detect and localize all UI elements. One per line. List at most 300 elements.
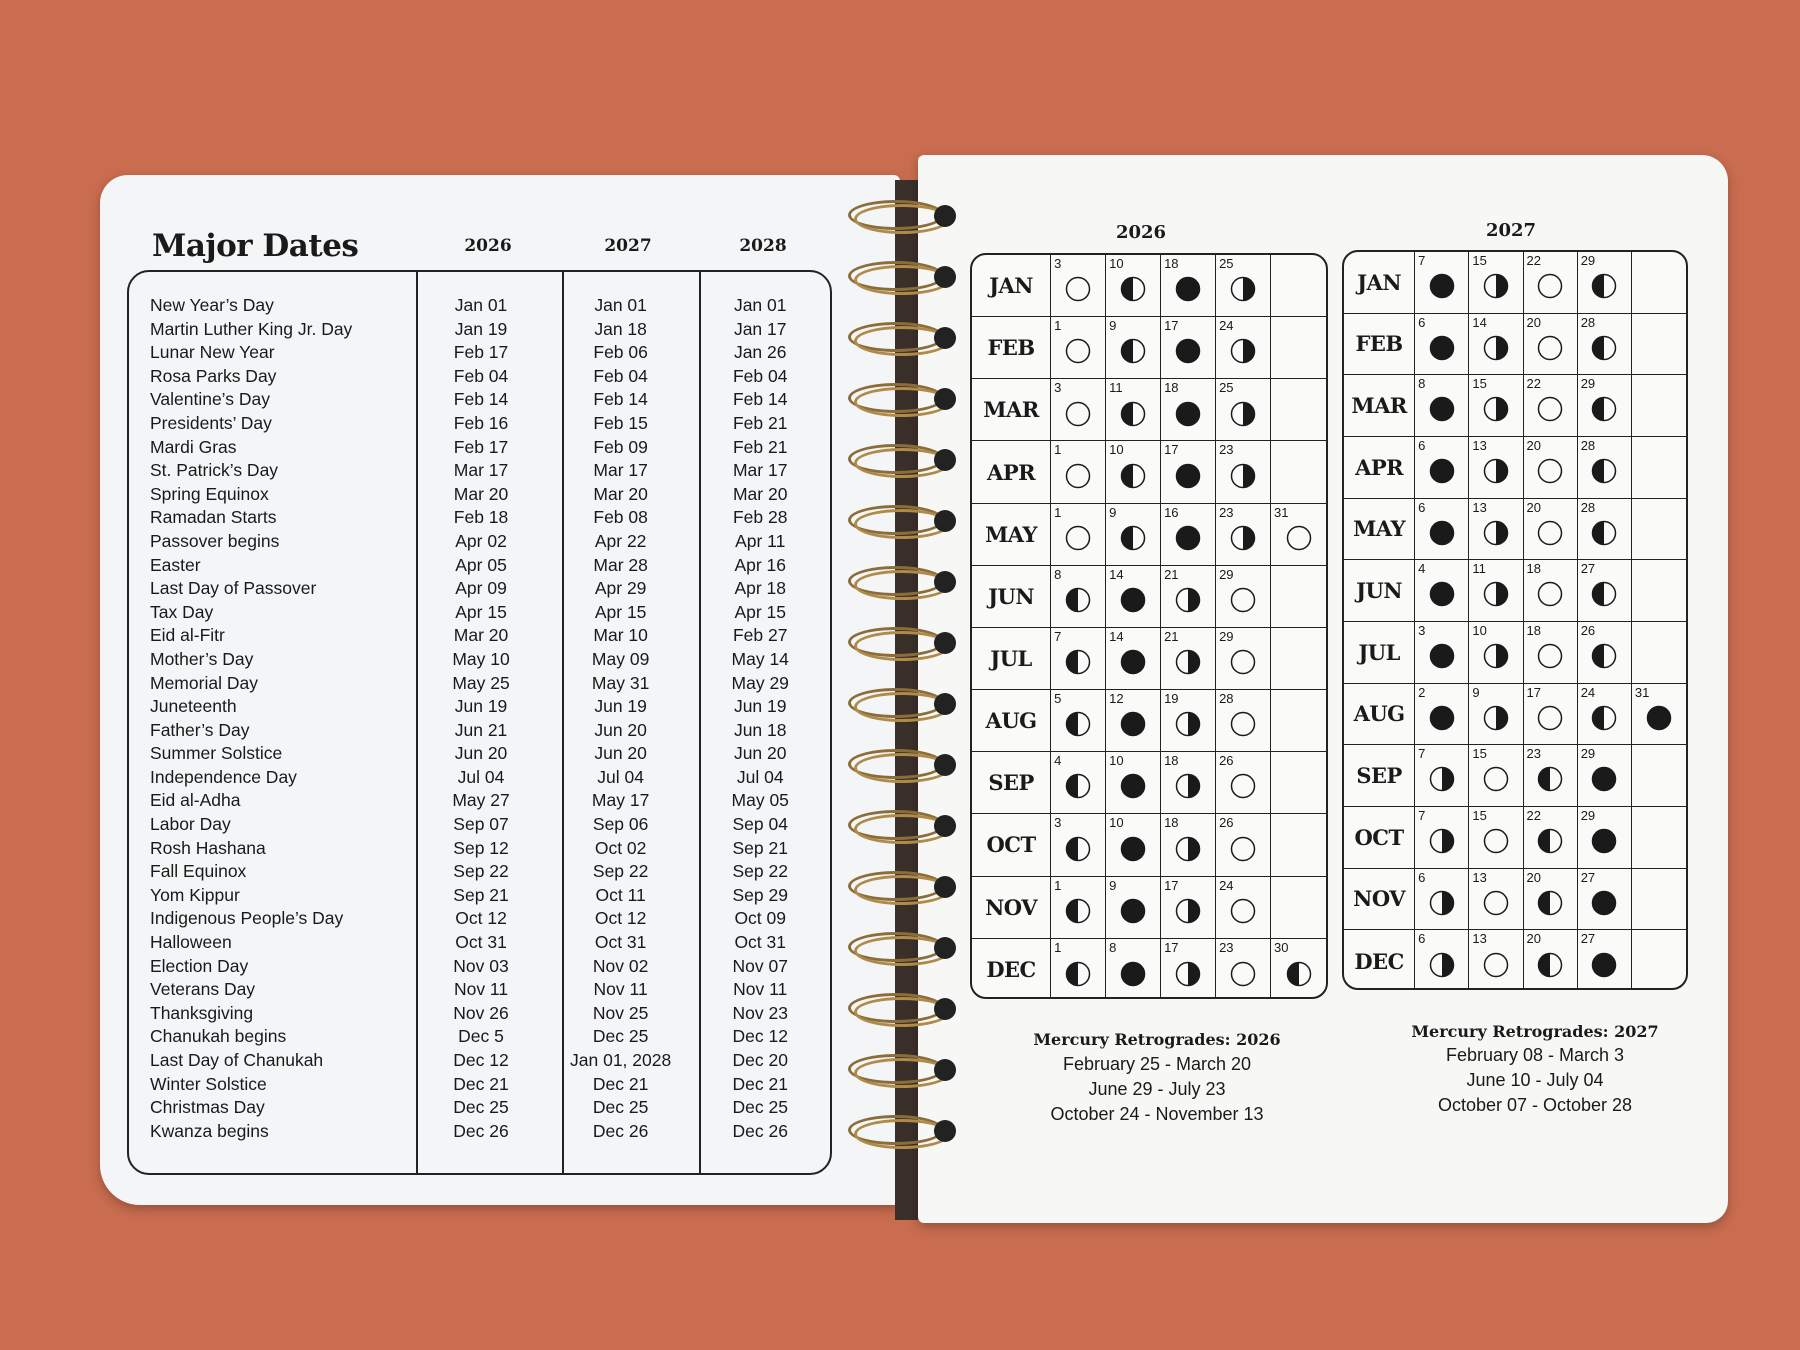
holiday-date-2026: Sep 12: [453, 837, 509, 858]
last-quarter-moon-icon: [1286, 961, 1312, 987]
last-quarter-moon-icon: [1120, 276, 1146, 302]
date-row: [140, 412, 830, 436]
moon-phase-cell: [1469, 622, 1523, 683]
moon-phase-cell: [1524, 869, 1578, 930]
spiral-coil: [848, 993, 960, 1023]
moon-phase-day: 6: [1418, 314, 1426, 330]
moon-month-row: [1344, 560, 1686, 622]
moon-phase-day: 18: [1526, 622, 1541, 638]
moon-month-row: [972, 939, 1326, 999]
holiday-date-2026: Jan 01: [454, 295, 508, 315]
moon-phase-cell: [1632, 807, 1686, 868]
holiday-date-2028: Feb 27: [732, 625, 788, 646]
moon-phase-day: 29: [1580, 746, 1596, 762]
holiday-name: Thanksgiving: [150, 1002, 254, 1023]
moon-phase-cell: [1106, 628, 1161, 689]
moon-phase-day: 7: [1418, 807, 1426, 823]
moon-phase-grid-2026: [970, 253, 1328, 999]
punch-hole: [934, 449, 956, 471]
holiday-name: Memorial Day: [150, 672, 258, 693]
moon-phase-cell: [1161, 628, 1216, 689]
moon-phase-day: 31: [1274, 504, 1289, 520]
full-moon-icon: [1230, 773, 1256, 799]
moon-month-row: [1344, 745, 1686, 807]
spiral-coil: [848, 444, 960, 474]
punch-hole: [934, 327, 956, 349]
last-quarter-moon-icon: [1120, 525, 1146, 551]
holiday-name: Presidents’ Day: [150, 412, 272, 433]
moon-phase-day: 29: [1580, 807, 1596, 823]
holiday-date-2026: Feb 04: [453, 365, 509, 386]
last-quarter-moon-icon: [1065, 587, 1091, 613]
moon-phase-day: 13: [1472, 437, 1487, 453]
moon-month-row: [972, 504, 1326, 566]
moon-phase-cell: [1271, 441, 1326, 502]
moon-phase-cell: [1524, 437, 1578, 498]
month-label: FEB: [1344, 314, 1415, 375]
moon-phase-day: 3: [1054, 815, 1062, 831]
new-moon-icon: [1429, 705, 1455, 731]
moon-phase-day: 24: [1580, 684, 1596, 700]
holiday-date-2027: Oct 11: [595, 884, 646, 905]
spiral-coil: [848, 261, 960, 291]
moon-phase-day: 17: [1164, 939, 1179, 955]
moon-phase-cell: [1469, 437, 1523, 498]
holiday-date-2026: Nov 03: [453, 955, 509, 976]
last-quarter-moon-icon: [1537, 828, 1563, 854]
punch-hole: [934, 571, 956, 593]
moon-phase-day: 20: [1526, 314, 1541, 330]
date-row: [140, 1002, 830, 1026]
moon-phase-day: 7: [1418, 746, 1426, 762]
holiday-date-2026: Feb 17: [453, 436, 509, 457]
full-moon-icon: [1230, 961, 1256, 987]
first-quarter-moon-icon: [1429, 890, 1455, 916]
holiday-date-2026: May 10: [452, 648, 510, 669]
month-label: MAR: [972, 379, 1051, 440]
date-row: [140, 789, 830, 813]
full-moon-icon: [1230, 836, 1256, 862]
holiday-date-2028: Jan 01: [733, 295, 787, 315]
moon-phase-day: 28: [1219, 691, 1234, 707]
full-moon-icon: [1230, 587, 1256, 613]
moon-phase-day: 1: [1054, 318, 1062, 334]
new-moon-icon: [1175, 463, 1201, 489]
holiday-date-2028: Feb 21: [732, 436, 788, 457]
last-quarter-moon-icon: [1065, 773, 1091, 799]
first-quarter-moon-icon: [1230, 276, 1256, 302]
full-moon-icon: [1230, 649, 1256, 675]
holiday-date-2028: May 29: [731, 672, 789, 693]
spiral-coil: [848, 383, 960, 413]
holiday-date-2026: Apr 02: [455, 530, 507, 551]
moon-phase-cell: [1161, 504, 1216, 565]
moon-phase-cell: [1161, 690, 1216, 751]
first-quarter-moon-icon: [1483, 643, 1509, 669]
moon-phase-cell: [1216, 752, 1271, 813]
holiday-date-2027: Apr 29: [594, 578, 647, 599]
month-label: DEC: [1344, 930, 1415, 990]
new-moon-icon: [1429, 643, 1455, 669]
month-label: JUL: [1344, 622, 1415, 683]
spiral-coil: [848, 627, 960, 657]
holiday-date-2026: Dec 21: [453, 1073, 509, 1094]
moon-phase-cell: [1524, 807, 1578, 868]
holiday-name: Rosa Parks Day: [150, 365, 277, 386]
moon-phase-cell: [1106, 504, 1161, 565]
moon-phase-day: 11: [1109, 380, 1123, 396]
moon-phase-day: 24: [1219, 877, 1234, 893]
moon-phase-cell: [1469, 314, 1523, 375]
holiday-date-2026: Sep 22: [453, 861, 509, 882]
holiday-name: Tax Day: [150, 601, 214, 622]
moon-phase-cell: [1632, 869, 1686, 930]
holiday-name: Summer Solstice: [150, 743, 283, 764]
moon-month-row: [972, 628, 1326, 690]
moon-phase-cell: [1578, 930, 1632, 990]
full-moon-icon: [1537, 273, 1563, 299]
moon-phase-cell: [1051, 752, 1106, 813]
full-moon-icon: [1065, 338, 1091, 364]
first-quarter-moon-icon: [1175, 836, 1201, 862]
holiday-name: Independence Day: [150, 766, 297, 787]
date-row: [140, 648, 830, 672]
moon-phase-cell: [1161, 441, 1216, 502]
new-moon-icon: [1591, 890, 1617, 916]
last-quarter-moon-icon: [1591, 520, 1617, 546]
moon-phase-cell: [1216, 441, 1271, 502]
new-moon-icon: [1120, 898, 1146, 924]
full-moon-icon: [1230, 898, 1256, 924]
moon-phase-cell: [1632, 375, 1686, 436]
month-label: SEP: [1344, 745, 1415, 806]
moon-phase-day: 16: [1164, 504, 1179, 520]
moon-phase-cell: [1271, 504, 1326, 565]
last-quarter-moon-icon: [1591, 581, 1617, 607]
holiday-date-2026: Nov 11: [453, 979, 509, 1000]
moon-phase-day: 3: [1418, 622, 1426, 638]
moon-phase-cell: [1106, 255, 1161, 316]
moon-phase-cell: [1051, 441, 1106, 502]
moon-phase-cell: [1524, 252, 1578, 313]
moon-phase-day: 10: [1109, 753, 1124, 769]
last-quarter-moon-icon: [1537, 890, 1563, 916]
punch-hole: [934, 998, 956, 1020]
moon-phase-day: 14: [1472, 314, 1487, 330]
holiday-date-2027: Nov 11: [593, 979, 648, 1000]
holiday-date-2026: Jun 19: [454, 696, 508, 717]
moon-phase-day: 12: [1109, 691, 1124, 707]
holiday-date-2027: Feb 14: [593, 389, 648, 410]
date-row: [140, 318, 830, 342]
moon-phase-day: 6: [1418, 869, 1426, 885]
holiday-date-2027: Jul 04: [597, 766, 644, 787]
full-moon-icon: [1065, 525, 1091, 551]
spiral-binding: [848, 200, 968, 1180]
holiday-name: Spring Equinox: [150, 483, 269, 504]
moon-phase-cell: [1106, 877, 1161, 938]
moon-phase-cell: [1051, 255, 1106, 316]
moon-phase-cell: [1578, 252, 1632, 313]
holiday-name: Labor Day: [150, 814, 231, 835]
moon-phase-cell: [1524, 622, 1578, 683]
holiday-date-2028: Apr 18: [734, 578, 786, 599]
moon-phase-day: 13: [1472, 499, 1487, 515]
date-row: [140, 601, 830, 625]
spiral-coil: [848, 322, 960, 352]
holiday-date-2028: Apr 15: [734, 601, 786, 622]
moon-phase-cell: [1216, 317, 1271, 378]
holiday-date-2027: Feb 06: [593, 342, 648, 363]
punch-hole: [934, 632, 956, 654]
moon-phase-cell: [1106, 441, 1161, 502]
holiday-date-2027: Jan 01: [594, 295, 647, 315]
holiday-name: Last Day of Passover: [150, 578, 317, 599]
moon-phase-cell: [1161, 939, 1216, 999]
moon-phase-day: 20: [1526, 931, 1541, 947]
holiday-date-2028: Apr 11: [735, 530, 786, 551]
mercury-period: February 08 - March 3: [1445, 1045, 1625, 1065]
mercury-period: February 25 - March 20: [1062, 1054, 1252, 1074]
first-quarter-moon-icon: [1175, 898, 1201, 924]
date-row: [140, 530, 830, 554]
holiday-date-2026: Sep 07: [453, 814, 509, 835]
moon-phase-day: 8: [1054, 566, 1062, 582]
moon-phase-cell: [1161, 814, 1216, 875]
moon-phase-day: 6: [1418, 931, 1426, 947]
moon-month-row: [972, 814, 1326, 876]
new-moon-icon: [1175, 525, 1201, 551]
moon-phase-cell: [1632, 684, 1686, 745]
holiday-name: Lunar New Year: [150, 342, 275, 363]
moon-phase-cell: [1632, 499, 1686, 560]
full-moon-icon: [1537, 581, 1563, 607]
last-quarter-moon-icon: [1537, 766, 1563, 792]
moon-phase-day: 1: [1054, 939, 1062, 955]
moon-phase-day: 7: [1054, 628, 1062, 644]
moon-phase-cell: [1578, 869, 1632, 930]
new-moon-icon: [1429, 396, 1455, 422]
holiday-date-2028: Feb 21: [732, 412, 788, 433]
moon-phase-cell: [1632, 314, 1686, 375]
moon-phase-cell: [1271, 255, 1326, 316]
holiday-date-2027: Apr 22: [594, 530, 647, 551]
moon-phase-cell: [1161, 255, 1216, 316]
moon-phase-day: 10: [1109, 256, 1124, 271]
new-moon-icon: [1120, 587, 1146, 613]
month-label: APR: [1344, 437, 1415, 498]
spiral-coil: [848, 688, 960, 718]
last-quarter-moon-icon: [1120, 338, 1146, 364]
month-label: JAN: [972, 255, 1051, 316]
moon-phase-cell: [1051, 379, 1106, 440]
moon-phase-cell: [1524, 375, 1578, 436]
moon-phase-cell: [1469, 745, 1523, 806]
moon-phase-cell: [1271, 317, 1326, 378]
moon-phase-day: 21: [1164, 566, 1179, 582]
moon-phase-day: 2: [1418, 684, 1426, 700]
moon-phase-cell: [1051, 877, 1106, 938]
date-row: [140, 955, 830, 979]
holiday-name: Veterans Day: [150, 979, 256, 1000]
holiday-date-2028: Dec 21: [732, 1073, 788, 1094]
last-quarter-moon-icon: [1537, 952, 1563, 978]
moon-phase-day: 1: [1054, 504, 1062, 520]
punch-hole: [934, 1120, 956, 1142]
last-quarter-moon-icon: [1065, 711, 1091, 737]
new-moon-icon: [1429, 520, 1455, 546]
moon-phase-cell: [1578, 807, 1632, 868]
holiday-date-2028: Jul 04: [736, 766, 784, 787]
moon-phase-cell: [1216, 877, 1271, 938]
last-quarter-moon-icon: [1591, 335, 1617, 361]
moon-phase-cell: [1216, 379, 1271, 440]
holiday-date-2028: Oct 31: [734, 932, 786, 953]
month-label: NOV: [972, 877, 1051, 938]
moon-phase-day: 20: [1526, 869, 1541, 885]
moon-phase-day: 27: [1580, 931, 1596, 947]
first-quarter-moon-icon: [1175, 711, 1201, 737]
holiday-date-2028: Jan 17: [733, 318, 787, 339]
moon-phase-cell: [1051, 939, 1106, 999]
full-moon-icon: [1065, 401, 1091, 427]
moon-phase-cell: [1216, 628, 1271, 689]
moon-phase-cell: [1524, 499, 1578, 560]
holiday-date-2026: Oct 12: [455, 908, 507, 929]
holiday-date-2027: Sep 06: [592, 814, 649, 835]
last-quarter-moon-icon: [1120, 401, 1146, 427]
moon-phase-day: 29: [1580, 376, 1596, 392]
punch-hole: [934, 815, 956, 837]
moon-year-2026-title: 2026: [1115, 222, 1167, 243]
moon-year-2027-title: 2027: [1485, 220, 1537, 241]
last-quarter-moon-icon: [1065, 961, 1091, 987]
moon-phase-cell: [1415, 437, 1469, 498]
moon-phase-day: 6: [1418, 499, 1426, 515]
date-row: [140, 294, 830, 318]
first-quarter-moon-icon: [1230, 525, 1256, 551]
moon-month-row: [972, 877, 1326, 939]
first-quarter-moon-icon: [1175, 649, 1201, 675]
punch-hole: [934, 754, 956, 776]
moon-month-row: [1344, 437, 1686, 499]
holiday-name: Martin Luther King Jr. Day: [150, 318, 353, 339]
month-label: APR: [972, 441, 1051, 502]
moon-phase-cell: [1415, 314, 1469, 375]
moon-phase-cell: [1271, 877, 1326, 938]
new-moon-icon: [1591, 766, 1617, 792]
moon-phase-day: 13: [1472, 931, 1487, 947]
mercury-retrogrades-2026-title: Mercury Retrogrades: 2026: [1033, 1030, 1281, 1049]
moon-phase-day: 18: [1164, 256, 1179, 271]
moon-phase-cell: [1632, 745, 1686, 806]
moon-phase-cell: [1051, 690, 1106, 751]
moon-phase-cell: [1632, 437, 1686, 498]
moon-phase-cell: [1216, 690, 1271, 751]
holiday-date-2027: Nov 02: [592, 955, 649, 976]
month-label: MAY: [972, 504, 1051, 565]
holiday-date-2027: Mar 20: [593, 483, 648, 504]
last-quarter-moon-icon: [1065, 836, 1091, 862]
month-label: JUN: [1344, 560, 1415, 621]
punch-hole: [934, 937, 956, 959]
moon-phase-day: 10: [1472, 622, 1487, 638]
holiday-date-2028: Sep 04: [732, 814, 788, 835]
date-row: [140, 436, 830, 460]
first-quarter-moon-icon: [1175, 961, 1201, 987]
moon-phase-cell: [1469, 499, 1523, 560]
moon-phase-day: 15: [1472, 376, 1487, 392]
spiral-coil: [848, 200, 960, 230]
last-quarter-moon-icon: [1591, 643, 1617, 669]
spiral-coil: [848, 566, 960, 596]
moon-phase-day: 9: [1109, 504, 1117, 520]
moon-month-row: [1344, 622, 1686, 684]
new-moon-icon: [1591, 828, 1617, 854]
full-moon-icon: [1537, 335, 1563, 361]
holiday-date-2026: Nov 26: [453, 1002, 509, 1023]
month-label: MAR: [1344, 375, 1415, 436]
holiday-date-2026: Dec 12: [453, 1050, 509, 1070]
punch-hole: [934, 388, 956, 410]
first-quarter-moon-icon: [1429, 766, 1455, 792]
moon-phase-cell: [1578, 560, 1632, 621]
moon-phase-cell: [1578, 499, 1632, 560]
mercury-period: June 29 - July 23: [1088, 1079, 1226, 1099]
moon-phase-cell: [1469, 807, 1523, 868]
moon-phase-day: 5: [1054, 691, 1062, 707]
mercury-period: June 10 - July 04: [1466, 1070, 1604, 1090]
holiday-date-2026: Mar 20: [453, 625, 509, 646]
holiday-date-2028: Sep 22: [732, 861, 788, 882]
last-quarter-moon-icon: [1591, 273, 1617, 299]
holiday-date-2026: Jul 04: [457, 766, 505, 787]
first-quarter-moon-icon: [1230, 401, 1256, 427]
holiday-name: Last Day of Chanukah: [150, 1050, 324, 1070]
moon-phase-day: 25: [1219, 380, 1234, 396]
spiral-coil: [848, 505, 960, 535]
moon-phase-cell: [1051, 566, 1106, 627]
moon-phase-cell: [1216, 939, 1271, 999]
moon-phase-day: 18: [1526, 561, 1541, 577]
moon-phase-day: 17: [1164, 877, 1179, 893]
spiral-coil: [848, 810, 960, 840]
moon-phase-cell: [1415, 375, 1469, 436]
holiday-name: Rosh Hashana: [150, 837, 266, 858]
moon-phase-cell: [1106, 317, 1161, 378]
moon-phase-cell: [1161, 317, 1216, 378]
moon-phase-cell: [1216, 814, 1271, 875]
moon-phase-grid-2027: [1342, 250, 1688, 990]
first-quarter-moon-icon: [1230, 463, 1256, 489]
holiday-date-2027: Jun 19: [594, 696, 647, 717]
holiday-date-2028: Dec 25: [732, 1097, 788, 1118]
moon-phase-day: 3: [1054, 380, 1062, 396]
moon-phase-day: 27: [1580, 561, 1596, 577]
year-header-2026: 2026: [464, 236, 512, 256]
holiday-date-2028: Feb 28: [732, 507, 788, 528]
moon-phase-day: 8: [1109, 939, 1117, 955]
new-moon-icon: [1120, 649, 1146, 675]
moon-phase-cell: [1106, 752, 1161, 813]
holiday-name: Halloween: [150, 932, 232, 953]
holiday-date-2028: Sep 29: [732, 884, 788, 905]
moon-phase-day: 18: [1164, 380, 1179, 396]
month-label: SEP: [972, 752, 1051, 813]
moon-phase-day: 9: [1109, 877, 1117, 893]
holiday-name: Mother’s Day: [150, 648, 254, 669]
month-label: OCT: [972, 814, 1051, 875]
